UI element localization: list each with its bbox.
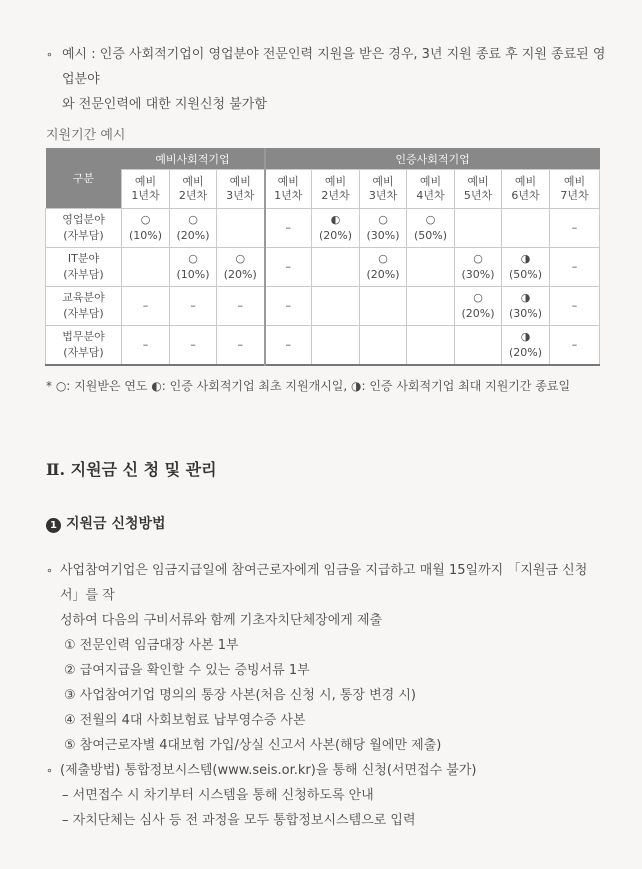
table-cell: –: [217, 326, 265, 366]
bullet-icon: ∘: [46, 764, 53, 777]
table-cell: [407, 287, 455, 326]
dash-item: – 자치단체는 심사 등 전 과정을 모두 통합정보시스템으로 입력: [62, 813, 416, 828]
table-cell: –: [265, 326, 312, 366]
table-cell: ◑ (50%): [502, 248, 550, 287]
section-title: Ⅱ. 지원금 신 청 및 관리: [46, 460, 217, 479]
table-cell: ○ (10%): [122, 209, 170, 248]
column-header: 예비 6년차: [502, 170, 550, 209]
group-header-pre: 예비사회적기업: [122, 148, 265, 170]
table-cell: ○ (20%): [217, 248, 265, 287]
item1-line-2: 성하여 다음의 구비서류와 함께 기초자치단체장에게 제출: [60, 613, 383, 628]
table-corner-header: 구분: [46, 148, 122, 209]
doc-item: ① 전문인력 임금대장 사본 1부: [64, 638, 239, 653]
table-caption: 지원기간 예시: [46, 128, 126, 143]
column-header: 예비 1년차: [265, 170, 312, 209]
note-line-2: 와 전문인력에 대한 지원신청 불가함: [62, 97, 267, 112]
table-cell: [217, 209, 265, 248]
table-row: [46, 209, 600, 248]
column-header-row: [46, 170, 600, 209]
list-item: [46, 558, 606, 608]
table-cell: [502, 209, 550, 248]
column-header: 예비 4년차: [407, 170, 455, 209]
table-cell: ◑ (30%): [502, 287, 550, 326]
table-cell: –: [265, 209, 312, 248]
table-cell: –: [550, 248, 600, 287]
column-header: 예비 3년차: [360, 170, 407, 209]
column-header: 예비 2년차: [312, 170, 360, 209]
table-body: [46, 209, 600, 366]
table-cell: [407, 326, 455, 366]
table-cell: ○ (30%): [455, 248, 502, 287]
table-cell: ◐ (20%): [312, 209, 360, 248]
row-header: IT분야 (자부담): [46, 248, 122, 287]
doc-item: ③ 사업참여기업 명의의 통장 사본(처음 신청 시, 통장 변경 시): [64, 688, 416, 703]
subsection-title-text: 지원금 신청방법: [66, 516, 166, 532]
row-header: 영업분야 (자부담): [46, 209, 122, 248]
table-cell: [360, 326, 407, 366]
table-row: [46, 248, 600, 287]
table-cell: –: [550, 287, 600, 326]
table-cell: ○ (10%): [170, 248, 217, 287]
list-item: [46, 608, 606, 633]
column-header: 예비 7년차: [550, 170, 600, 209]
table-row: [46, 287, 600, 326]
table-cell: [455, 209, 502, 248]
table-cell: –: [170, 287, 217, 326]
method-body: [46, 558, 606, 833]
doc-item: ④ 전월의 4대 사회보험료 납부영수증 사본: [64, 713, 306, 728]
table-cell: [360, 287, 407, 326]
table-cell: ○ (20%): [170, 209, 217, 248]
item2-text: (제출방법) 통합정보시스템(www.seis.or.kr)을 통해 신청(서면접수 불가): [60, 763, 477, 778]
table-cell: [312, 287, 360, 326]
table-cell: –: [550, 209, 600, 248]
table-cell: ○ (20%): [360, 248, 407, 287]
table-cell: –: [550, 326, 600, 366]
note-line-1: 예시 : 인증 사회적기업이 영업분야 전문인력 지원을 받은 경우, 3년 지원 종료 후 지원 종료된 영업분야: [62, 47, 606, 87]
table-cell: ○ (50%): [407, 209, 455, 248]
bullet-icon: ∘: [46, 564, 53, 577]
item1-line-1: 사업참여기업은 임금지급일에 참여근로자에게 임금을 지급하고 매월 15일까지 「지원금 신청서」를 작: [60, 563, 588, 603]
table-cell: ◑ (20%): [502, 326, 550, 366]
table-cell: [455, 326, 502, 366]
table-cell: –: [265, 287, 312, 326]
column-header: 예비 1년차: [122, 170, 170, 209]
support-period-table: [45, 148, 600, 366]
table-cell: [312, 326, 360, 366]
table-cell: ○ (30%): [360, 209, 407, 248]
subsection-title: [46, 513, 166, 533]
row-header: 법무분야 (자부담): [46, 326, 122, 366]
table-legend: * ○: 지원받은 연도 ◐: 인증 사회적기업 최초 지원개시일, ◑: 인증 사회적기업 최대 지원기간 종료일: [46, 379, 571, 393]
list-item: [46, 758, 606, 783]
column-header: 예비 3년차: [217, 170, 265, 209]
table-cell: ○ (20%): [455, 287, 502, 326]
table-row: [46, 326, 600, 366]
table-cell: [122, 248, 170, 287]
table-cell: –: [170, 326, 217, 366]
bullet-icon: ∘: [46, 48, 53, 61]
number-badge: 1: [46, 518, 61, 533]
dash-item: – 서면접수 시 차기부터 시스템을 통해 신청하도록 안내: [62, 788, 374, 803]
table-cell: [312, 248, 360, 287]
column-header: 예비 5년차: [455, 170, 502, 209]
table-cell: –: [122, 326, 170, 366]
column-header: 예비 2년차: [170, 170, 217, 209]
table-cell: –: [217, 287, 265, 326]
table-cell: [407, 248, 455, 287]
row-header: 교육분야 (자부담): [46, 287, 122, 326]
doc-item: ② 급여지급을 확인할 수 있는 증빙서류 1부: [64, 663, 310, 678]
doc-item: ⑤ 참여근로자별 4대보험 가입/상실 신고서 사본(해당 월에만 제출): [64, 738, 442, 753]
group-header-cert: 인증사회적기업: [265, 148, 600, 170]
example-note: [46, 42, 616, 117]
table-cell: –: [265, 248, 312, 287]
table-cell: –: [122, 287, 170, 326]
